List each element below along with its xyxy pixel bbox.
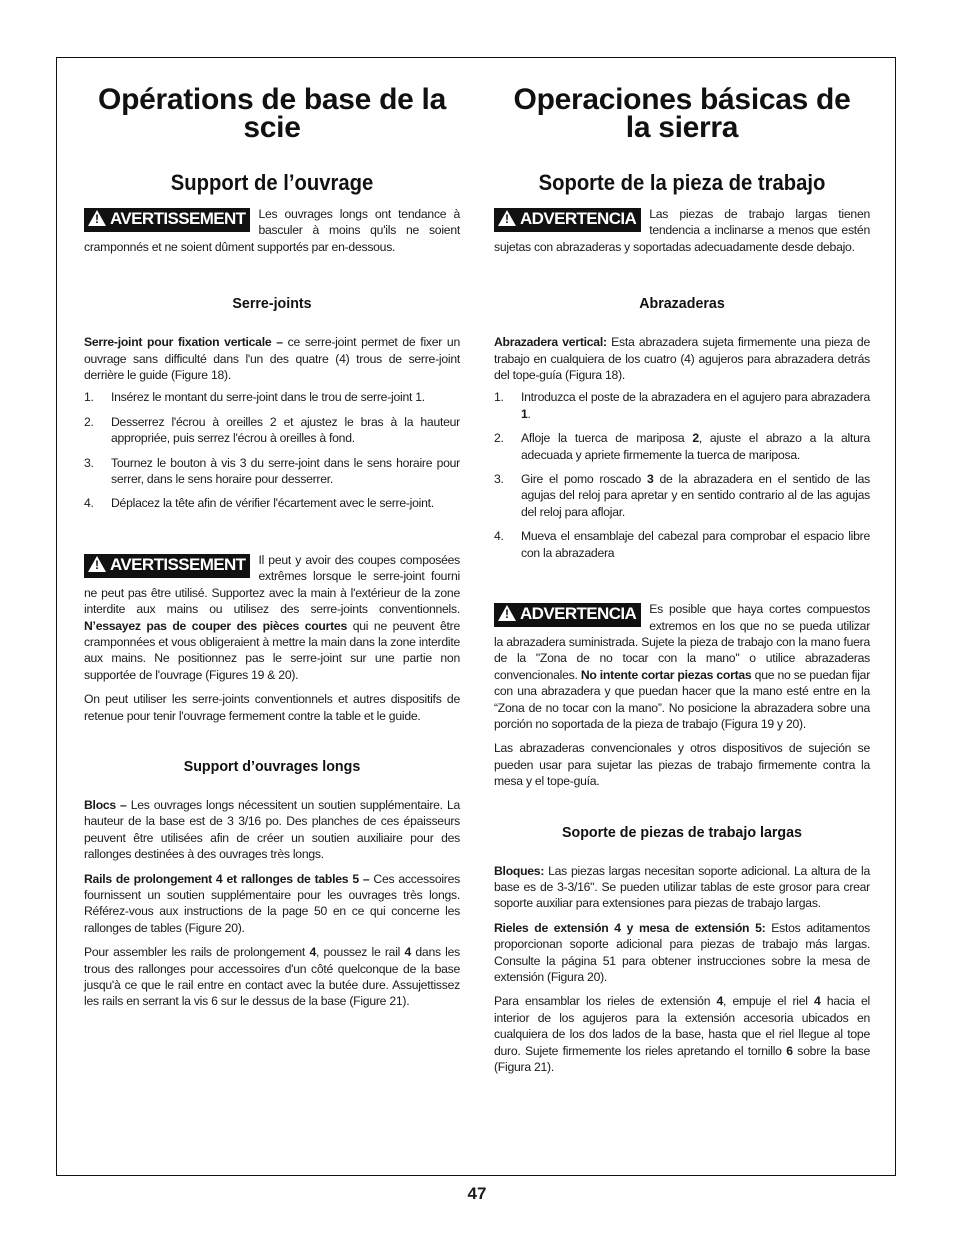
list-item: 1. Introduzca el poste de la abrazadera en el agujero para abrazadera 1. [494, 390, 870, 421]
fr-blocs-paragraph: Blocs – Les ouvrages longs nécessitent un soutien supplémentaire. La hauteur de la base est de 3 3/16 po. Des planches de ces épaisseurs peuvent être utilisées afin de créer un soutien auxiliaire pour des rallonges destinées à des ouvrages très longs. [84, 797, 460, 862]
es-page-title [494, 83, 870, 144]
fr-clamps-heading: Serre-joints [232, 295, 312, 313]
es-clamps-heading: Abrazaderas [639, 295, 725, 313]
fr-section-heading: Support de l’ouvrage [170, 170, 374, 195]
fr-title-line2: scie [243, 111, 301, 144]
fr-steps-list [84, 389, 460, 511]
spanish-column [494, 58, 870, 1075]
es-clamp-paragraph: Abrazadera vertical: Esta abrazadera sujeta firmemente una pieza de trabajo en cualquiera de los cuatro (4) agujeros para abrazadera detrás del tope-guía (Figura 18). [494, 335, 870, 383]
fr-long-support-heading: Support d’ouvrages longs [183, 757, 361, 775]
fr-warning-1 [84, 206, 460, 255]
fr-assemble-paragraph: Pour assembler les rails de prolongement 4, poussez le rail 4 dans les trous des rallonges pour accessoires d'un côté quelconque de la base jusqu'à ce que le rail entre en contact avec la butée dure. Assujettissez les rails en serrant la vis 6 sur le dessus de la base (Figure 21). [84, 945, 461, 1009]
es-blocks-paragraph: Bloques: Las piezas largas necesitan soporte adicional. La altura de la base es de 3-3/16". Se pueden utilizar tablas de este grosor para crear soporte auxiliar para extensiones para piezas de trabajo largas. [494, 863, 870, 911]
es-warning-2 [494, 601, 870, 732]
fr-warning-badge: ! AVERTISSEMENT [84, 554, 250, 578]
list-item: 4. Mueva el ensamblaje del cabezal para comprobar el espacio libre con la abrazadera [494, 529, 870, 560]
fr-clamp-paragraph: Serre-joint pour fixation verticale – ce serre-joint permet de fixer un ouvrage sans difficulté dans l'un des quatre (4) trous de serre-joint derrière le guide (Figure 18). [84, 335, 460, 383]
list-item: 2. Afloje la tuerca de mariposa 2, ajuste el abrazo a la altura adecuada y apriete firmemente la tuerca de mariposa. [494, 431, 870, 462]
es-rails-paragraph: Rieles de extensión 4 y mesa de extensión 5: Estos aditamentos proporcionan soporte adicional para piezas de trabajo más largas. Consulte la página 51 para obtener instrucciones sobre la mesa de extensión (Figura 20). [494, 920, 870, 984]
es-steps-list [494, 389, 870, 561]
warning-triangle-icon: ! [498, 210, 516, 226]
fr-warning-2 [84, 552, 460, 683]
list-item: 2. Desserrez l'écrou à oreilles 2 et ajustez le bras à la hauteur appropriée, puis serrez l'écrou à oreilles à fond. [84, 414, 460, 446]
es-conventional-clamps: Las abrazaderas convencionales y otros dispositivos de sujeción se pueden usar para sujetar las piezas de trabajo firmemente contra la mesa y el tope-guía. [494, 741, 870, 789]
list-item: 1. Insérez le montant du serre-joint dans le trou de serre-joint 1. [84, 390, 425, 405]
warning-triangle-icon: ! [88, 210, 106, 226]
es-warning-1 [494, 206, 870, 255]
fr-title-line1: Opérations de base de la [98, 83, 446, 116]
list-item: 3. Gire el pomo roscado 3 de la abrazadera en el sentido de las agujas del reloj para apretar y en sentido contrario al de las agujas del reloj para aflojar. [494, 472, 870, 519]
es-title-line2: la sierra [625, 111, 739, 144]
es-long-support-heading: Soporte de piezas de trabajo largas [562, 823, 802, 841]
fr-warning-1-text: Les ouvrages longs ont tendance à basculer à moins qu'ils ne soient cramponnés et ne soient dûment supportés par en-dessous. [84, 207, 460, 254]
fr-page-title [84, 83, 460, 144]
list-item: 3. Tournez le bouton à vis 3 du serre-joint dans le sens horaire pour serrer, dans le sens horaire pour desserrer. [84, 455, 460, 487]
fr-warning-2-text: Il peut y avoir des coupes composées extrêmes lorsque le serre-joint fourni ne peut pas être utilisé. Supportez avec la main à l'extérieur de la zone interdite aux mains ou utilisez des serre-joints conventionnels. N’essayez pas de couper des pièces courtes qui ne peuvent être cramponnées et vous obligeraient à mettre la main dans la zone interdite aux mains. Ne positionnez pas le serre-joint sur une partie non supportée de l'ouvrage (Figures 19 & 20). [84, 552, 460, 682]
list-item: 4. Déplacez la tête afin de vérifier l'écartement avec le serre-joint. [84, 496, 434, 511]
es-warning-badge: ! ADVERTENCIA [494, 208, 641, 232]
es-warning-2-text: Es posible que haya cortes compuestos extremos en los que no se pueda utilizar la abrazadera suministrada. Sujete la pieza de trabajo con la mano fuera de la "Zona de no tocar con la mano" o utilice abrazaderas convencionales. No intente cortar piezas cortas que no se puedan fijar con una abrazadera y que puedan hacer que la mano esté entre en la “Zona de no tocar con la mano”. No posicione la abrazadera sobre una porción no soportada de la pieza de trabajo (Figura 19 y 20). [494, 602, 871, 731]
es-warning-1-text: Las piezas de trabajo largas tienen tendencia a inclinarse a menos que estén sujetas con abrazaderas y soportadas adecuadamente desde debajo. [494, 207, 870, 254]
french-column [84, 58, 460, 1010]
page-frame [56, 57, 896, 1176]
warning-triangle-icon: ! [498, 605, 516, 621]
es-warning-badge: ! ADVERTENCIA [494, 603, 641, 627]
fr-rails-paragraph: Rails de prolongement 4 et rallonges de tables 5 – Ces accessoires fournissent un soutien supplémentaire pour les ouvrages très longs. Référez-vous aux instructions de la page 50 en ce qui concerne les rallonges de tables (Figure 20). [84, 871, 460, 935]
es-title-line1: Operaciones básicas de [513, 83, 851, 116]
warning-triangle-icon: ! [88, 556, 106, 572]
fr-warning-badge: ! AVERTISSEMENT [84, 208, 250, 232]
es-section-heading: Soporte de la pieza de trabajo [538, 170, 826, 195]
page-number: 47 [467, 1184, 487, 1203]
es-assemble-paragraph: Para ensamblar los rieles de extensión 4, empuje el riel 4 hacia el interior de los agujeros para la extensión accesoria ubicados en cualquiera de los dos lados de la base, hasta que el riel llegue al tope duro. Sujete firmemente los rieles apretando el tornillo 6 sobre la base (Figura 21). [494, 994, 870, 1075]
fr-conventional-clamps: On peut utiliser les serre-joints conventionnels et autres dispositifs de retenue pour tenir l'ouvrage fermement contre la table et le guide. [84, 692, 460, 723]
